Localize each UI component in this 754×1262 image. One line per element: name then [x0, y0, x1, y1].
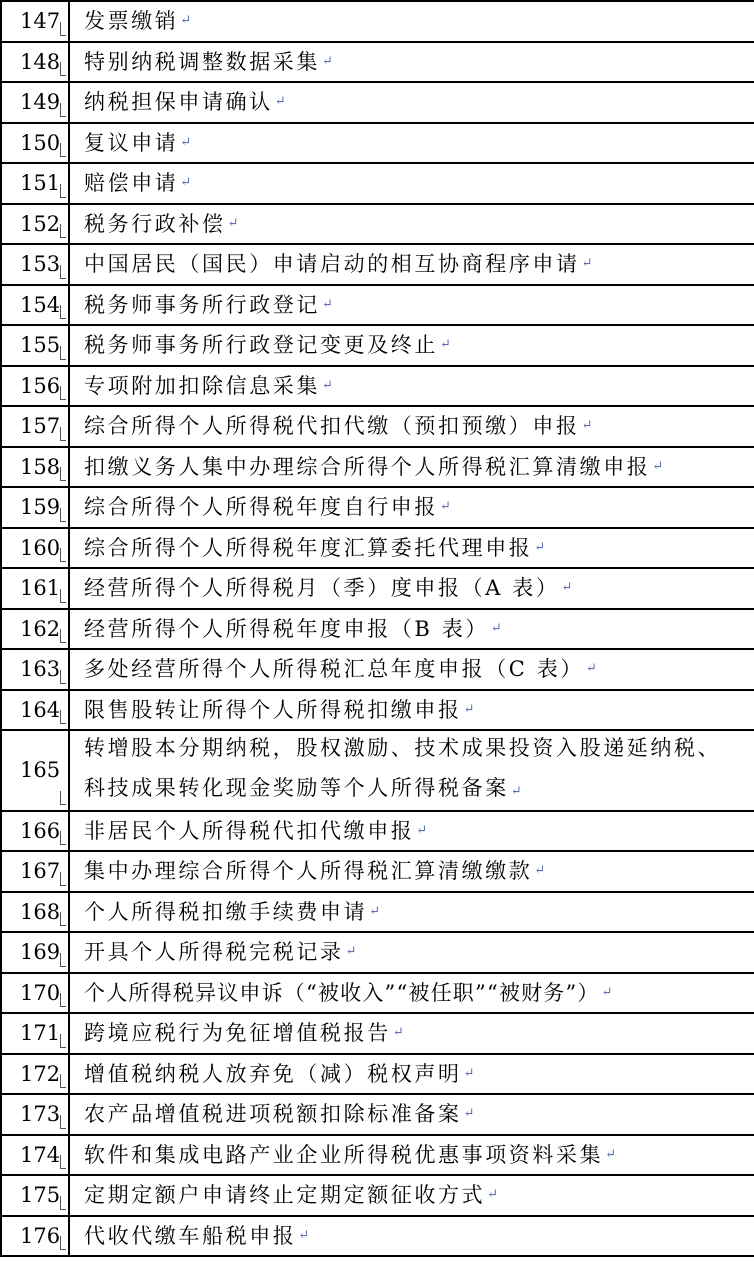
- row-number: 157: [2, 407, 70, 446]
- return-mark-icon: ↵: [585, 661, 597, 677]
- return-mark-icon: ↵: [322, 53, 333, 69]
- row-text: 扣缴义务人集中办理综合所得个人所得税汇算清缴申报 ↵: [70, 448, 754, 487]
- row-number: 152: [2, 205, 70, 244]
- row-number: 168: [2, 893, 70, 932]
- row-text: 定期定额户申请终止定期定额征收方式 ↵: [70, 1176, 754, 1215]
- row-number: 151: [2, 164, 70, 203]
- row-number: 170: [2, 974, 70, 1013]
- table-row: [2, 852, 754, 893]
- return-mark-icon: ↵: [392, 1025, 404, 1041]
- row-text: 限售股转让所得个人所得税扣缴申报 ↵: [70, 691, 754, 730]
- return-mark-icon: ↵: [601, 984, 613, 1000]
- return-mark-icon: ↵: [605, 1146, 617, 1162]
- row-number: 174: [2, 1136, 70, 1175]
- return-mark-icon: ↵: [463, 701, 475, 717]
- return-mark-icon: ↵: [463, 1106, 475, 1122]
- row-text: 发票缴销 ↵: [70, 2, 754, 41]
- table-row: [2, 974, 754, 1015]
- row-number: 163: [2, 650, 70, 689]
- row-text: 税务行政补偿 ↵: [70, 205, 754, 244]
- row-text-line-2: 科技成果转化现金奖励等个人所得税备案 ↵: [84, 776, 522, 801]
- row-text: 非居民个人所得税代扣代缴申报 ↵: [70, 812, 754, 851]
- return-mark-icon: ↵: [487, 1187, 499, 1203]
- row-number: 175: [2, 1176, 70, 1215]
- row-number: 159: [2, 488, 70, 527]
- return-mark-icon: ↵: [322, 377, 333, 393]
- return-mark-icon: ↵: [463, 1065, 475, 1081]
- row-text: 农产品增值税进项税额扣除标准备案 ↵: [70, 1095, 754, 1134]
- row-number: 158: [2, 448, 70, 487]
- table-row: [2, 1217, 754, 1258]
- return-mark-icon: ↵: [581, 256, 593, 272]
- table-row: [2, 488, 754, 529]
- return-mark-icon: ↵: [298, 1227, 310, 1243]
- row-text: 跨境应税行为免征增值税报告 ↵: [70, 1014, 754, 1053]
- return-mark-icon: ↵: [180, 13, 192, 29]
- return-mark-icon: ↵: [534, 539, 546, 555]
- row-number: 164: [2, 691, 70, 730]
- table-row: [2, 610, 754, 651]
- return-mark-icon: ↵: [652, 458, 664, 474]
- return-mark-icon: ↵: [180, 134, 192, 150]
- return-mark-icon: ↵: [227, 215, 239, 231]
- row-text: 集中办理综合所得个人所得税汇算清缴缴款 ↵: [70, 852, 754, 891]
- row-number: 162: [2, 610, 70, 649]
- row-text: [70, 731, 754, 810]
- row-number: 149: [2, 83, 70, 122]
- return-mark-icon: ↵: [274, 94, 286, 110]
- table-row: [2, 691, 754, 732]
- table-row: [2, 731, 754, 812]
- table-row: [2, 83, 754, 124]
- row-number: 169: [2, 933, 70, 972]
- row-text: 个人所得税异议申诉（“被收入”“被任职”“被财务”） ↵: [70, 974, 754, 1013]
- table-row: [2, 124, 754, 165]
- row-text: 中国居民（国民）申请启动的相互协商程序申请 ↵: [70, 245, 754, 284]
- row-text: 专项附加扣除信息采集 ↵: [70, 367, 754, 406]
- row-text: 赔偿申请 ↵: [70, 164, 754, 203]
- table-row: [2, 569, 754, 610]
- return-mark-icon: ↵: [322, 296, 333, 312]
- row-number: 156: [2, 367, 70, 406]
- row-number: 165: [2, 731, 70, 810]
- table-row: [2, 367, 754, 408]
- return-mark-icon: ↵: [440, 499, 451, 515]
- return-mark-icon: ↵: [180, 175, 192, 191]
- row-number: 154: [2, 286, 70, 325]
- row-number: 172: [2, 1055, 70, 1094]
- row-number: 173: [2, 1095, 70, 1134]
- row-number: 176: [2, 1217, 70, 1256]
- table-row: [2, 1095, 754, 1136]
- row-number: 166: [2, 812, 70, 851]
- row-text: 税务师事务所行政登记 ↵: [70, 286, 754, 325]
- return-mark-icon: ↵: [581, 418, 593, 434]
- return-mark-icon: ↵: [510, 784, 522, 800]
- table-row: [2, 1176, 754, 1217]
- row-text: 增值税纳税人放弃免（减）税权声明 ↵: [70, 1055, 754, 1094]
- table-row: [2, 164, 754, 205]
- table-row: [2, 1014, 754, 1055]
- table-row: [2, 245, 754, 286]
- row-text: 综合所得个人所得税年度汇算委托代理申报 ↵: [70, 529, 754, 568]
- row-text: 多处经营所得个人所得税汇总年度申报（C 表） ↵: [70, 650, 754, 689]
- row-number: 150: [2, 124, 70, 163]
- row-text: 软件和集成电路产业企业所得税优惠事项资料采集 ↵: [70, 1136, 754, 1175]
- row-number: 160: [2, 529, 70, 568]
- row-text: 纳税担保申请确认 ↵: [70, 83, 754, 122]
- row-text: 复议申请 ↵: [70, 124, 754, 163]
- row-text: 开具个人所得税完税记录 ↵: [70, 933, 754, 972]
- return-mark-icon: ↵: [534, 863, 546, 879]
- table-row: [2, 2, 754, 43]
- table-row: [2, 933, 754, 974]
- row-text: 综合所得个人所得税年度自行申报 ↵: [70, 488, 754, 527]
- table-row: [2, 1136, 754, 1177]
- table-row: [2, 650, 754, 691]
- return-mark-icon: ↵: [490, 620, 502, 636]
- table-row: [2, 529, 754, 570]
- row-text: 个人所得税扣缴手续费申请 ↵: [70, 893, 754, 932]
- return-mark-icon: ↵: [345, 944, 357, 960]
- table-row: [2, 812, 754, 853]
- table-row: [2, 326, 754, 367]
- row-number: 153: [2, 245, 70, 284]
- row-text-line-1: 转增股本分期纳税，股权激励、技术成果投资入股递延纳税、: [84, 736, 722, 761]
- return-mark-icon: ↵: [416, 822, 428, 838]
- row-text: 税务师事务所行政登记变更及终止 ↵: [70, 326, 754, 365]
- table-row: [2, 448, 754, 489]
- table-row: [2, 286, 754, 327]
- table-row: [2, 205, 754, 246]
- row-number: 161: [2, 569, 70, 608]
- table-row: [2, 1055, 754, 1096]
- return-mark-icon: ↵: [561, 580, 573, 596]
- row-number: 167: [2, 852, 70, 891]
- row-text: 特别纳税调整数据采集 ↵: [70, 43, 754, 82]
- row-text: 经营所得个人所得税年度申报（B 表） ↵: [70, 610, 754, 649]
- row-text: 经营所得个人所得税月（季）度申报（A 表） ↵: [70, 569, 754, 608]
- table-row: [2, 407, 754, 448]
- return-mark-icon: ↵: [369, 903, 381, 919]
- return-mark-icon: ↵: [440, 337, 451, 353]
- row-text: 综合所得个人所得税代扣代缴（预扣预缴）申报 ↵: [70, 407, 754, 446]
- table-row: [2, 43, 754, 84]
- row-number: 147: [2, 2, 70, 41]
- table-row: [2, 893, 754, 934]
- row-text: 代收代缴车船税申报 ↵: [70, 1217, 754, 1256]
- row-number: 148: [2, 43, 70, 82]
- row-number: 155: [2, 326, 70, 365]
- row-number: 171: [2, 1014, 70, 1053]
